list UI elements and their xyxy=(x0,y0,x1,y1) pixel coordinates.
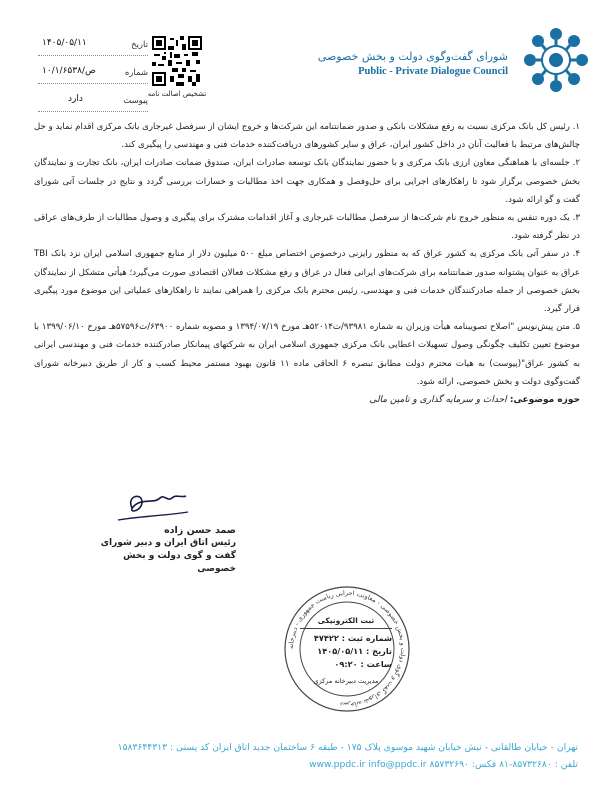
qr-code-icon xyxy=(152,36,202,86)
paragraph-2: ۲. جلسه‌ای با هماهنگی معاون ارزی بانک مرکزی و با حضور نمایندگان بانک توسعه صادرات ایران، صندوق ضمانت صادرات ایران، بانک تجارت و نمایندگان بخش خصوصی برگزار شود تا راهکارهای اجرایی برای حل‌وفصل و همکاری جهت اخذ مطالبات و خسارات بررسی گردد و نتایج در جلسات آتی شورای گفت و گو ارائه شود. xyxy=(34,158,580,205)
subject-area-line xyxy=(34,391,580,409)
council-name-fa: شورای گفت‌وگوی دولت و بخش خصوصی xyxy=(317,50,508,63)
qr-caption: تشخیص اصالت نامه xyxy=(147,90,207,98)
meta-date-label: تاریخ xyxy=(131,40,148,50)
stamp-ring-text: دبیرخانه شورای گفت و گوی دولت و بخش خصوصی - معاونت اجرایی ریاست جمهوری - دبیرخانه xyxy=(286,588,408,710)
stamp-time: ساعت : ۰۹:۲۰ xyxy=(334,659,392,669)
footer-address: تهران - خیابان طالقانی - نبش خیابان شهید موسوی پلاک ۱۷۵ - طبقه ۶ ساختمان جدید اتاق ایران کد پستی : ۱۵۸۳۶۴۴۳۱۳ xyxy=(117,742,578,753)
footer-contact: تلفن : ۸۵۷۳۲۶۸۰-۸۱ فکس: ۸۵۷۳۲۶۹۰ www.ppdc.ir info@ppdc.ir xyxy=(309,759,578,770)
paragraph-4: ۴. در سفر آتی بانک مرکزی به کشور عراق که به منظور رایزنی درخصوص اختصاص مبلغ ۵۰۰ میلیون دلار از منابع جمهوری اسلامی ایران نزد بانک TBI عراق به عنوان پشتوانه صدور ضمانتنامه برای شرکت‌های ایرانی فعال در عراق و رفع مشکلات فعالان اقتصادی صورت می‌گیرد؛ هیأتی متشکل از نمایندگان بخش خصوصی از جمله صادرکنندگان خدمات فنی و مهندسی، رئیس محترم بانک مرکزی را همراهی نمایند تا راهکارهای عملیاتی این موضوع مورد پیگیری قرار گیرد. xyxy=(34,249,580,315)
stamp-bottom-text: مدیریت دبیرخانه مرکزی xyxy=(313,677,379,685)
stamp-reg-no: شماره ثبت : ۴۷۴۲۲ xyxy=(313,633,392,643)
paragraph-5: ۵. متن پیش‌نویس "اصلاح تصویبنامه هیأت وزیران به شماره ۹۳۹۸۱/ت۵۲۰۱۴هـ مورخ ۱۳۹۴/۰۷/۱۹ و مصوبه شماره ۶۳۹۰۰/ت۵۷۵۹۶هـ مورخ ۱۳۹۹/۰۶/۱۰ با موضوع تعیین تکلیف چگونگی وصول تسهیلات اعطایی بانک مرکزی جمهوری اسلامی ایران به شرکتهای پیمانکار صادرکننده خدمات فنی و مهندسی ایرانی به کشور عراق"(پیوست) به هیات محترم دولت مطابق تبصره ۶ الحاقی ماده ۱۱ قانون بهبود مستمر محیط کسب و کار از طریق دبیرخانه شورای گفت‌وگوی دولت و بخش خصوصی، ارائه شود. xyxy=(34,322,580,387)
meta-attachment-label: پیوست xyxy=(123,96,148,106)
paragraph-1: ۱. رئیس کل بانک مرکزی نسبت به رفع مشکلات بانکی و صدور ضمانتنامه این شرکت‌ها و خروج ایشان از سرفصل غیرجاری بانک مرکزی اقدام نماید و حل چالش‌های مرتبط با فعالیت آنان در داخل کشور ایران، عراق و سایر کشورهای دریافت‌کننده خدمات فنی و مهندسی را پیگیری کند. xyxy=(34,122,580,151)
subject-area-label: حوزه موضوعی: xyxy=(509,395,580,406)
meta-date-row xyxy=(38,40,148,56)
signer-title-1: رئیس اتاق ایران و دبیر شورای xyxy=(100,538,236,548)
meta-attachment-value: دارد xyxy=(68,94,83,104)
council-emblem-icon xyxy=(516,20,596,100)
council-name-en: Public - Private Dialogue Council xyxy=(358,66,508,77)
meta-number-label: شماره xyxy=(124,68,148,78)
stamp-date: تاریخ : ۱۴۰۵/۰۵/۱۱ xyxy=(317,646,392,656)
council-logo xyxy=(317,20,596,100)
stamp-heading: ثبت الکترونیکی xyxy=(300,614,392,629)
meta-number-value: ص/۱۰/۱/۶۵۳۸ xyxy=(42,66,96,76)
signer-title-2: گفت و گوی دولت و بخش خصوصی xyxy=(123,551,236,574)
stamp-content xyxy=(300,614,392,688)
signer-name: صمد حسن زاده xyxy=(164,525,236,536)
subject-area-value: احداث و سرمایه گذاری و تامین مالی xyxy=(369,395,507,406)
letter-body xyxy=(34,118,580,409)
signer-block xyxy=(86,524,236,576)
meta-number-row xyxy=(38,68,148,84)
signature-icon xyxy=(112,486,192,528)
letter-meta xyxy=(38,40,148,124)
paragraph-3: ۳. یک دوره تنفس به منظور خروج نام شرکت‌ها از سرفصل مطالبات غیرجاری و آغاز اقدامات مشترک برای پیگیری و وصول مطالبات از طرف‌های عراقی در نظر گرفته شود. xyxy=(34,213,580,242)
meta-attachment-row xyxy=(38,96,148,112)
meta-date-value: ۱۴۰۵/۰۵/۱۱ xyxy=(42,38,87,48)
